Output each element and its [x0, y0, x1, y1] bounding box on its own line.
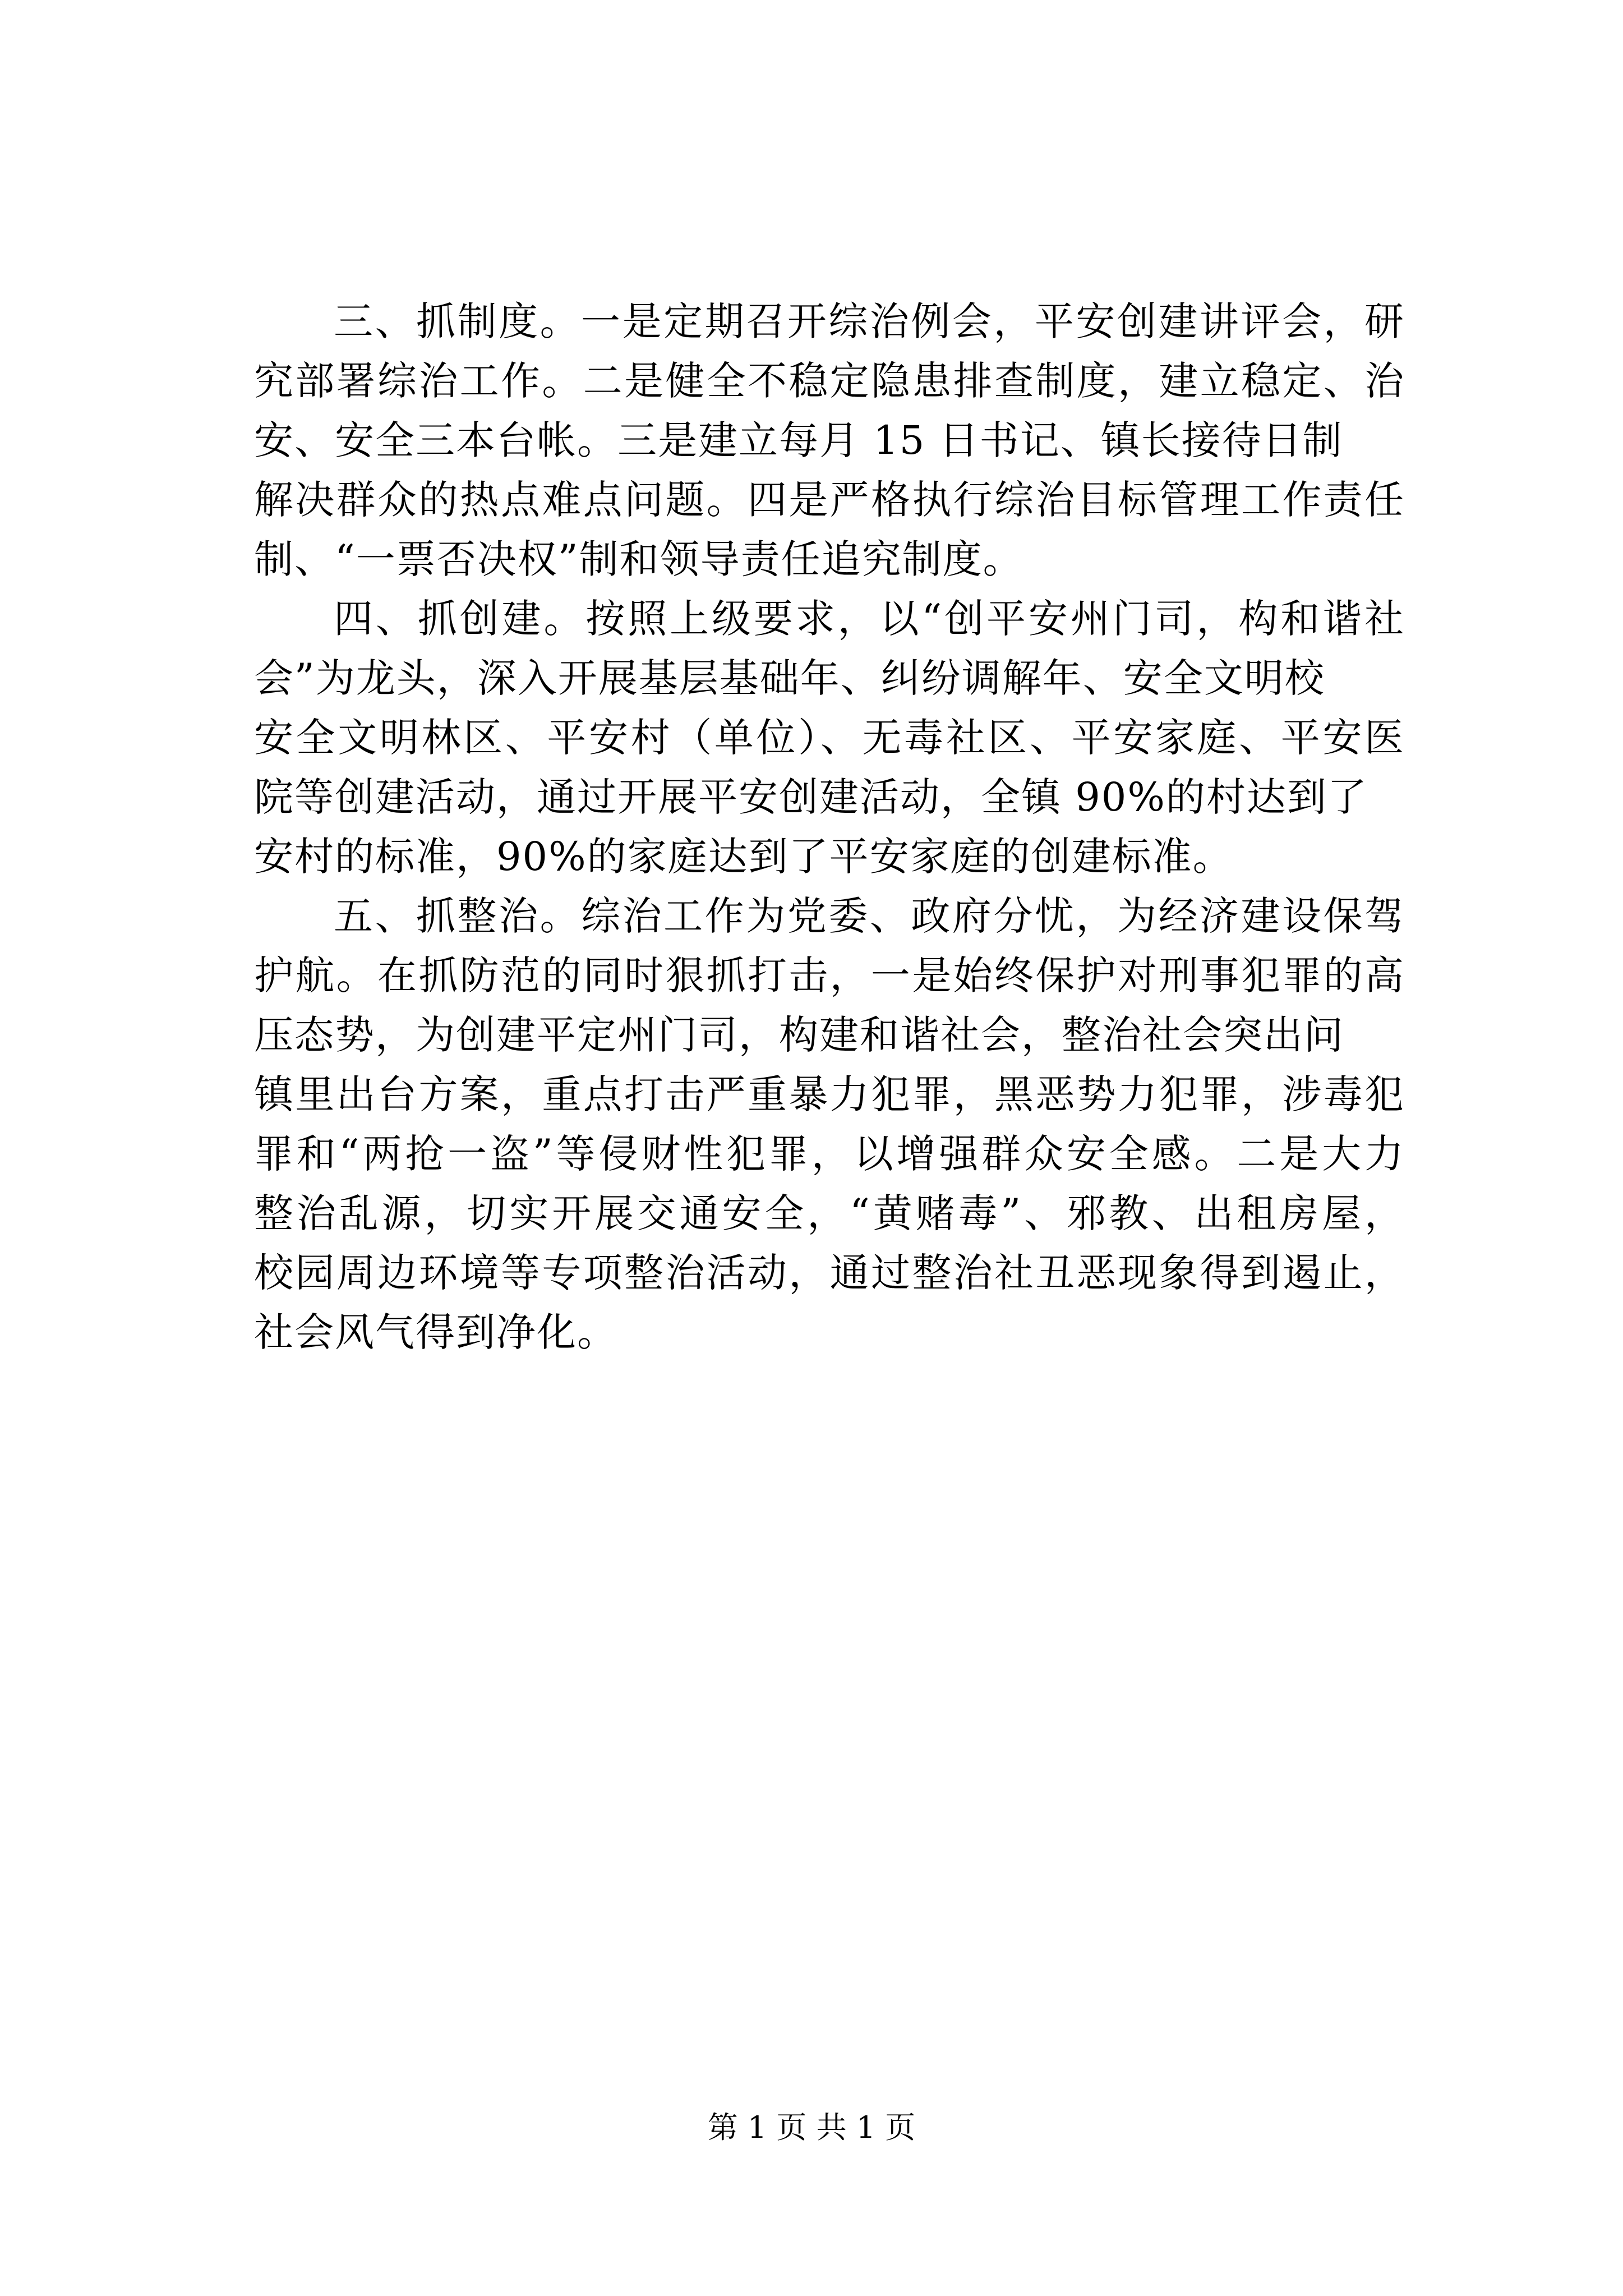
text-line: 安村的标准，90%的家庭达到了平安家庭的创建标准。 [254, 834, 1233, 880]
text-line: 罪和“两抢一盗”等侵财性犯罪，以增强群众安全感。二是大力 [254, 1131, 1405, 1177]
page-footer: 第 1 页 共 1 页 [707, 2110, 916, 2145]
text-line: 校园周边环境等专项整治活动，通过整治社丑恶现象得到遏止， [254, 1250, 1405, 1296]
text-line: 四、抓创建。按照上级要求，以“创平安州门司，构和谐社 [334, 596, 1405, 642]
text-line: 社会风气得到净化。 [254, 1309, 617, 1355]
text-line: 会”为龙头，深入开展基层基础年、纠纷调解年、安全文明校 [254, 655, 1325, 701]
text-line: 安全文明林区、平安村（单位）、无毒社区、平安家庭、平安医 [254, 715, 1405, 761]
text-line: 院等创建活动，通过开展平安创建活动，全镇 90%的村达到了 [254, 774, 1368, 820]
text-line: 整治乱源，切实开展交通安全，“黄赌毒”、邪教、出租房屋， [254, 1190, 1405, 1236]
text-line: 安、安全三本台帐。三是建立每月 15 日书记、镇长接待日制 [254, 417, 1343, 463]
text-line: 五、抓整治。综治工作为党委、政府分忧，为经济建设保驾 [334, 893, 1405, 939]
text-line: 究部署综治工作。二是健全不稳定隐患排查制度，建立稳定、治 [254, 358, 1405, 404]
text-line: 三、抓制度。一是定期召开综治例会，平安创建讲评会，研 [334, 298, 1405, 344]
text-line: 护航。在抓防范的同时狠抓打击，一是始终保护对刑事犯罪的高 [254, 953, 1405, 999]
text-line: 镇里出台方案，重点打击严重暴力犯罪，黑恶势力犯罪，涉毒犯 [254, 1071, 1405, 1117]
text-line: 制、“一票否决权”制和领导责任追究制度。 [254, 536, 1023, 582]
paragraph-chuangjian [254, 589, 1405, 886]
text-line: 压态势，为创建平定州门司，构建和谐社会，整治社会突出问 [254, 1012, 1344, 1058]
paragraph-zhidu [254, 292, 1405, 589]
document-body [254, 292, 1405, 1362]
paragraph-zhengzhi [254, 886, 1405, 1362]
text-line: 解决群众的热点难点问题。四是严格执行综治目标管理工作责任 [254, 477, 1405, 523]
